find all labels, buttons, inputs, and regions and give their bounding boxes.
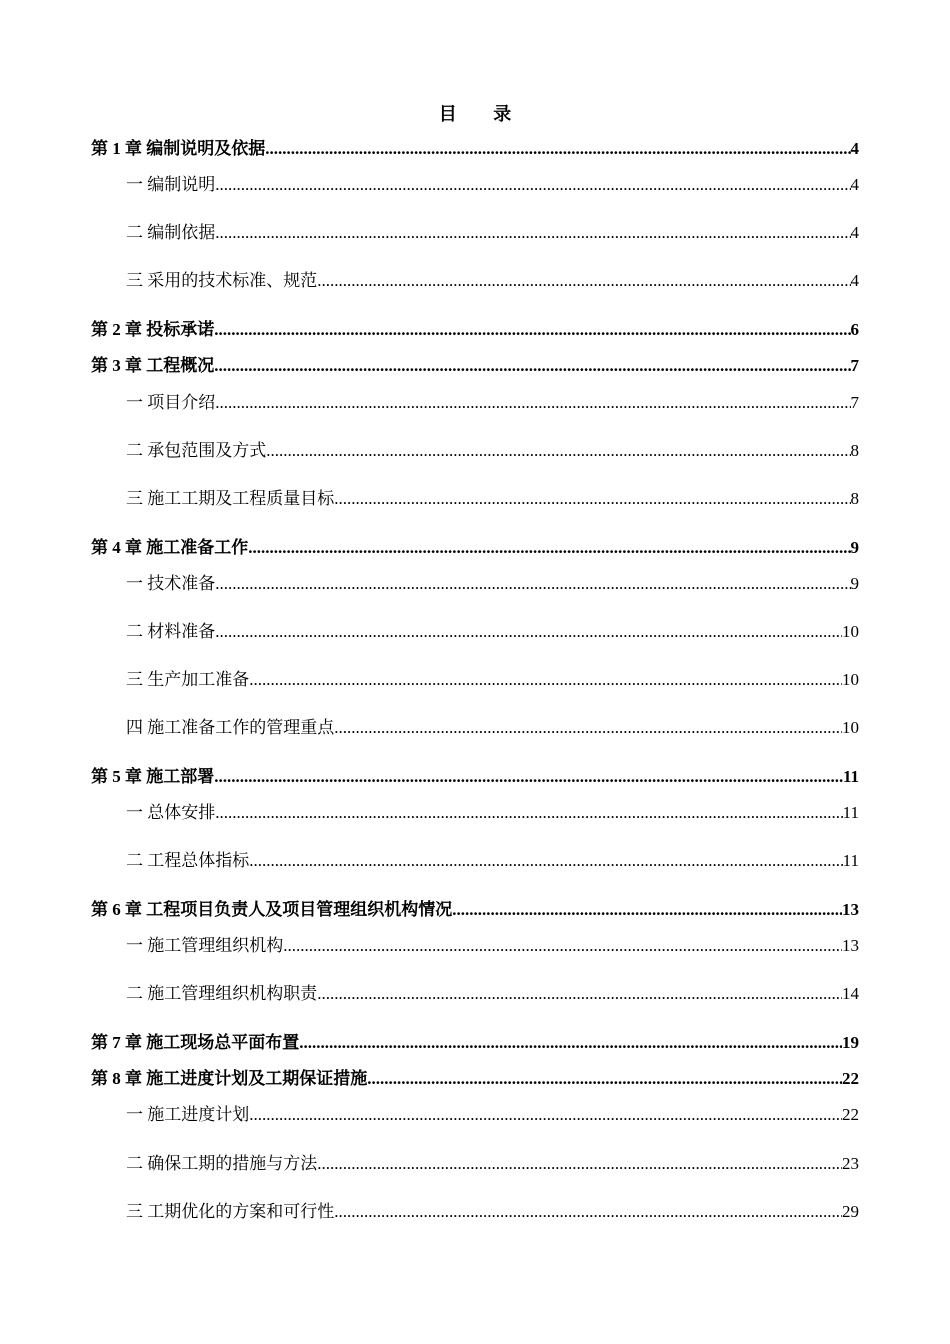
toc-entry-label: 一 技术准备 <box>126 574 216 593</box>
toc-section-entry[interactable] <box>126 269 859 293</box>
toc-entry-label: 三 生产加工准备 <box>126 670 250 689</box>
toc-dot-leader <box>367 1067 842 1091</box>
toc-dot-leader <box>249 1103 842 1127</box>
toc-dot-leader <box>249 668 842 692</box>
toc-dot-leader <box>283 934 842 958</box>
toc-page-number: 4 <box>850 223 859 242</box>
toc-dot-leader <box>317 982 842 1006</box>
toc-page-number: 22 <box>842 1105 859 1124</box>
toc-page-number: 13 <box>842 900 859 919</box>
toc-chapter-entry[interactable] <box>91 1067 859 1091</box>
toc-entry-label: 第 2 章 投标承诺 <box>91 320 215 339</box>
toc-page-number: 11 <box>842 803 859 822</box>
toc-chapter-entry[interactable] <box>91 765 859 789</box>
toc-chapter-entry[interactable] <box>91 1031 859 1055</box>
toc-entry-label: 三 施工工期及工程质量目标 <box>126 489 335 508</box>
toc-section-entry[interactable] <box>126 173 859 197</box>
toc-dot-leader <box>215 620 842 644</box>
toc-entry-label: 第 5 章 施工部署 <box>91 767 215 786</box>
toc-page-number: 29 <box>842 1202 859 1221</box>
toc-page-number: 11 <box>842 851 859 870</box>
toc-page-number: 4 <box>850 139 859 158</box>
toc-chapter-entry[interactable] <box>91 536 859 560</box>
toc-dot-leader <box>299 1031 842 1055</box>
toc-dot-leader <box>215 801 842 825</box>
toc-entry-label: 一 项目介绍 <box>126 393 216 412</box>
toc-dot-leader <box>215 391 850 415</box>
toc-entry-label: 一 施工管理组织机构 <box>126 936 284 955</box>
toc-dot-leader <box>214 318 850 342</box>
toc-dot-leader <box>265 137 850 161</box>
toc-section-entry[interactable] <box>126 716 859 740</box>
toc-entry-label: 二 施工管理组织机构职责 <box>126 984 318 1003</box>
toc-entry-label: 二 确保工期的措施与方法 <box>126 1154 318 1173</box>
toc-dot-leader <box>334 716 842 740</box>
toc-entry-label: 二 材料准备 <box>126 622 216 641</box>
toc-section-entry[interactable] <box>126 934 859 958</box>
toc-section-entry[interactable] <box>126 439 859 463</box>
toc-dot-leader <box>248 536 850 560</box>
toc-dot-leader <box>317 1152 842 1176</box>
toc-page-number: 9 <box>850 574 859 593</box>
toc-page-number: 13 <box>842 936 859 955</box>
toc-entry-label: 二 承包范围及方式 <box>126 441 267 460</box>
toc-page-number: 8 <box>850 441 859 460</box>
toc-section-entry[interactable] <box>126 982 859 1006</box>
toc-entry-label: 第 4 章 施工准备工作 <box>91 538 249 557</box>
toc-entry-label: 第 1 章 编制说明及依据 <box>91 139 266 158</box>
toc-page-number: 9 <box>850 538 859 557</box>
toc-page-number: 7 <box>850 356 859 375</box>
toc-chapter-entry[interactable] <box>91 898 859 922</box>
toc-dot-leader <box>215 221 850 245</box>
toc-section-entry[interactable] <box>126 1103 859 1127</box>
toc-section-entry[interactable] <box>126 487 859 511</box>
toc-entry-label: 第 7 章 施工现场总平面布置 <box>91 1033 300 1052</box>
toc-dot-leader <box>334 1200 842 1224</box>
toc-page-number: 22 <box>842 1069 859 1088</box>
toc-entry-label: 第 8 章 施工进度计划及工期保证措施 <box>91 1069 368 1088</box>
toc-chapter-entry[interactable] <box>91 137 859 161</box>
toc-title: 目 录 <box>438 104 528 124</box>
toc-page-number: 4 <box>850 271 859 290</box>
toc-section-entry[interactable] <box>126 620 859 644</box>
toc-entry-label: 一 施工进度计划 <box>126 1105 250 1124</box>
toc-entry-label: 三 工期优化的方案和可行性 <box>126 1202 335 1221</box>
toc-dot-leader <box>215 173 850 197</box>
toc-section-entry[interactable] <box>126 668 859 692</box>
toc-dot-leader <box>334 487 850 511</box>
toc-dot-leader <box>214 354 850 378</box>
toc-dot-leader <box>266 439 850 463</box>
toc-entry-label: 三 采用的技术标准、规范 <box>126 271 318 290</box>
toc-chapter-entry[interactable] <box>91 318 859 342</box>
toc-page-number: 14 <box>842 984 859 1003</box>
toc-page-number: 10 <box>842 670 859 689</box>
toc-dot-leader <box>214 765 843 789</box>
toc-page-number: 6 <box>850 320 859 339</box>
toc-section-entry[interactable] <box>126 849 859 873</box>
toc-entry-label: 第 6 章 工程项目负责人及项目管理组织机构情况 <box>91 900 453 919</box>
toc-page-number: 19 <box>842 1033 859 1052</box>
toc-page-number: 8 <box>850 489 859 508</box>
toc-section-entry[interactable] <box>126 801 859 825</box>
toc-dot-leader <box>249 849 842 873</box>
toc-page-number: 11 <box>842 767 859 786</box>
toc-section-entry[interactable] <box>126 391 859 415</box>
toc-page-number: 23 <box>842 1154 859 1173</box>
toc-section-entry[interactable] <box>126 1200 859 1224</box>
toc-dot-leader <box>215 572 850 596</box>
toc-dot-leader <box>452 898 842 922</box>
toc-entry-label: 二 工程总体指标 <box>126 851 250 870</box>
toc-entry-label: 四 施工准备工作的管理重点 <box>126 718 335 737</box>
toc-section-entry[interactable] <box>126 1152 859 1176</box>
toc-entry-label: 一 总体安排 <box>126 803 216 822</box>
toc-page-number: 4 <box>850 175 859 194</box>
toc-dot-leader <box>317 269 850 293</box>
toc-entry-label: 一 编制说明 <box>126 175 216 194</box>
toc-section-entry[interactable] <box>126 221 859 245</box>
toc-page-number: 7 <box>850 393 859 412</box>
toc-entry-label: 二 编制依据 <box>126 223 216 242</box>
toc-section-entry[interactable] <box>126 572 859 596</box>
toc-entry-label: 第 3 章 工程概况 <box>91 356 215 375</box>
toc-page-number: 10 <box>842 718 859 737</box>
toc-page-number: 10 <box>842 622 859 641</box>
toc-chapter-entry[interactable] <box>91 354 859 378</box>
